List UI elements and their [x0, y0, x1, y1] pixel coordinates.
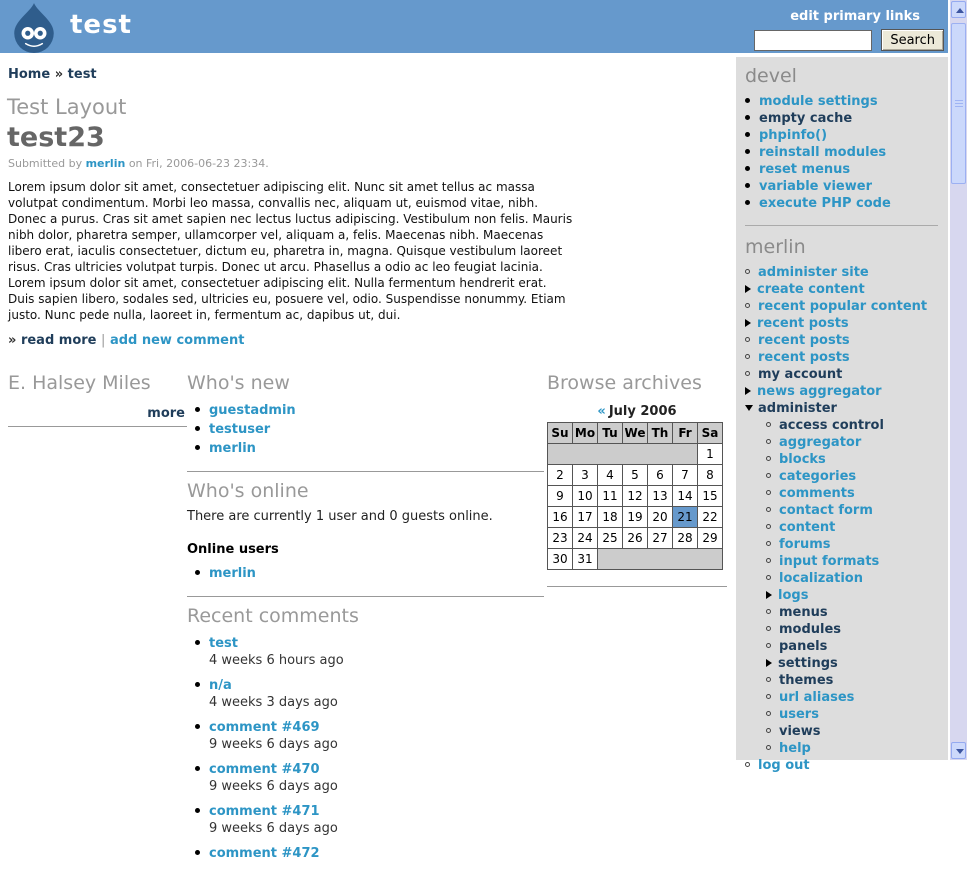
scroll-up-icon — [956, 8, 964, 13]
left-block-column — [0, 364, 187, 871]
menu-item — [766, 725, 940, 739]
bullet-icon — [745, 98, 750, 103]
merlin-menu-link[interactable]: url aliases — [779, 690, 855, 705]
breadcrumb-current-link[interactable]: test — [67, 67, 97, 82]
menu-item — [745, 759, 940, 773]
circle-bullet-icon — [766, 541, 771, 546]
archive-column — [545, 364, 736, 871]
node-links — [8, 333, 736, 348]
menu-item — [745, 334, 940, 348]
calendar-day-cell: 14 — [673, 486, 698, 507]
bullet-icon — [195, 445, 200, 450]
calendar-day-cell: 7 — [673, 465, 698, 486]
devel-menu-link[interactable]: execute PHP code — [759, 196, 891, 211]
online-users-subtitle: Online users — [187, 542, 279, 557]
expand-arrow-icon — [745, 319, 751, 327]
merlin-menu-link[interactable]: modules — [779, 622, 842, 637]
comment-age: 9 weeks 6 days ago — [209, 779, 338, 794]
devel-menu-link[interactable]: reset menus — [759, 162, 851, 177]
comment-age: 9 weeks 6 days ago — [209, 821, 338, 836]
middle-column — [187, 364, 545, 871]
user-link[interactable]: merlin — [209, 441, 256, 456]
search-button[interactable]: Search — [881, 29, 944, 51]
read-more-arrow: » — [8, 333, 17, 348]
merlin-menu-link[interactable]: themes — [779, 673, 834, 688]
bullet-icon — [745, 183, 750, 188]
more-link[interactable]: more — [147, 406, 185, 421]
calendar-day-cell: 3 — [573, 465, 598, 486]
merlin-menu-link[interactable]: views — [779, 724, 821, 739]
whos-new-title: Who's new — [187, 372, 290, 394]
menu-item — [766, 555, 940, 569]
calendar-day-cell: 11 — [598, 486, 623, 507]
menu-item — [745, 112, 940, 126]
devel-menu — [745, 95, 940, 211]
menu-item — [745, 283, 940, 297]
expand-arrow-icon — [745, 387, 751, 395]
bullet-icon — [195, 640, 200, 645]
calendar-day-cell: 24 — [573, 528, 598, 549]
whos-online-divider — [187, 596, 544, 597]
submitted-prefix: Submitted by — [8, 157, 83, 170]
devel-menu-link[interactable]: phpinfo() — [759, 128, 828, 143]
archive-calendar — [547, 422, 723, 570]
list-item — [195, 403, 545, 419]
calendar-week-row — [548, 486, 723, 507]
recent-comments-list — [187, 636, 545, 861]
breadcrumb — [8, 67, 736, 82]
left-block-title: E. Halsey Miles — [8, 372, 151, 394]
merlin-menu-link[interactable]: categories — [779, 469, 857, 484]
devel-block-title: devel — [745, 65, 797, 87]
menu-item — [745, 385, 940, 399]
calendar-day-header: Tu — [598, 423, 623, 444]
recent-comments-title: Recent comments — [187, 605, 359, 627]
circle-bullet-icon — [745, 762, 750, 767]
menu-item — [745, 368, 940, 382]
menu-item — [745, 146, 940, 160]
circle-bullet-icon — [766, 490, 771, 495]
menu-item — [766, 470, 940, 484]
merlin-menu-link[interactable]: blocks — [779, 452, 826, 467]
merlin-menu-link[interactable]: access control — [779, 418, 884, 433]
calendar-day-cell: 20 — [648, 507, 673, 528]
calendar-divider — [547, 586, 727, 587]
calendar-day-header: We — [623, 423, 648, 444]
site-name[interactable]: test — [70, 10, 132, 40]
comment-age: 9 weeks 6 days ago — [209, 737, 338, 752]
calendar-day-header: Th — [648, 423, 673, 444]
calendar-month-label: July 2006 — [608, 404, 677, 419]
calendar-day-header: Fr — [673, 423, 698, 444]
calendar-week-row — [548, 465, 723, 486]
menu-item — [766, 419, 940, 433]
merlin-menu-link[interactable]: users — [779, 707, 819, 722]
calendar-caption — [547, 404, 727, 419]
circle-bullet-icon — [766, 745, 771, 750]
calendar-header-row — [548, 423, 723, 444]
circle-bullet-icon — [766, 711, 771, 716]
calendar-empty-cell — [598, 549, 723, 570]
add-new-comment-link[interactable]: add new comment — [109, 333, 245, 348]
menu-item — [766, 521, 940, 535]
scroll-down-button[interactable] — [951, 742, 966, 759]
content-columns — [0, 364, 736, 871]
calendar-day-cell: 30 — [548, 549, 573, 570]
circle-bullet-icon — [745, 354, 750, 359]
comment-item — [195, 762, 545, 794]
bullet-icon — [745, 115, 750, 120]
comment-item — [195, 846, 545, 861]
bullet-icon — [195, 724, 200, 729]
node-submitted — [8, 157, 736, 170]
online-users-list — [187, 566, 545, 582]
user-link[interactable]: merlin — [209, 566, 256, 581]
whos-online-status: There are currently 1 user and 0 guests online. — [187, 509, 493, 524]
calendar-day-cell: 31 — [573, 549, 598, 570]
circle-bullet-icon — [766, 439, 771, 444]
expand-arrow-icon — [766, 591, 772, 599]
merlin-menu-link[interactable]: panels — [779, 639, 828, 654]
merlin-menu-link[interactable]: create content — [757, 282, 865, 297]
circle-bullet-icon — [766, 694, 771, 699]
menu-item — [745, 95, 940, 109]
menu-item — [766, 572, 940, 586]
comment-age: 4 weeks 6 hours ago — [209, 653, 344, 668]
calendar-week-row — [548, 507, 723, 528]
menu-item — [766, 606, 940, 620]
bullet-icon — [195, 407, 200, 412]
merlin-block-title: merlin — [745, 236, 806, 258]
node-title: test23 — [7, 122, 105, 153]
merlin-menu-link[interactable]: comments — [779, 486, 855, 501]
node-body-text: Lorem ipsum dolor sit amet, consectetuer adipiscing elit. Nunc sit amet tellus ac massa volutpat condimentum. Morbi leo massa, convallis nec, aliquam ut, euismod vitae, nibh. Donec a purus. Cras sit amet sapien nec lectus luctus adipiscing. Vestibulum non felis. Mauris nibh dolor, pharetra semper, ullamcorper vel, aliquam a, felis. Maecenas nibh. Maecenas libero erat, iaculis consectetuer, dictum eu, pharetra in, magna. Quisque vestibulum laoreet risus. Cras ultricies volutpat turpis. Donec ut arcu. Phasellus a odio ac leo feugiat lacinia. Lorem ipsum dolor sit amet, consectetuer adipiscing elit. Nulla fermentum hendrerit erat. Duis sapien libero, sodales sed, ultricies eu, posuere vel, odio. Suspendisse nonummy. Etiam justo. Nunc pede nulla, laoreet in, fermentum ac, dapibus ut, dui. — [8, 180, 573, 322]
circle-bullet-icon — [766, 575, 771, 580]
expand-arrow-icon — [745, 285, 751, 293]
calendar-day-cell: 18 — [598, 507, 623, 528]
sidebar-divider — [745, 225, 938, 226]
main-content — [0, 53, 736, 871]
submitted-suffix: on Fri, 2006-06-23 23:34. — [128, 157, 269, 170]
comment-link[interactable]: comment #469 — [209, 720, 320, 735]
circle-bullet-icon — [766, 558, 771, 563]
calendar-week-row — [548, 549, 723, 570]
circle-bullet-icon — [766, 728, 771, 733]
bullet-icon — [195, 766, 200, 771]
list-item — [195, 566, 545, 582]
merlin-menu-link[interactable]: content — [779, 520, 836, 535]
menu-item — [745, 266, 940, 280]
calendar-day-cell: 22 — [698, 507, 723, 528]
menu-item — [766, 691, 940, 705]
expand-arrow-icon — [766, 659, 772, 667]
calendar-week-row — [548, 444, 723, 465]
collapse-arrow-icon — [745, 405, 753, 411]
calendar-day-cell: 5 — [623, 465, 648, 486]
calendar-prev-link[interactable]: « — [597, 404, 606, 419]
page-title: Test Layout — [7, 95, 127, 119]
comment-link[interactable]: comment #472 — [209, 846, 320, 861]
calendar-day-cell: 17 — [573, 507, 598, 528]
right-sidebar — [736, 57, 948, 773]
circle-bullet-icon — [766, 626, 771, 631]
calendar-day-cell: 26 — [623, 528, 648, 549]
scroll-up-button[interactable] — [951, 1, 966, 18]
calendar-day-header: Su — [548, 423, 573, 444]
circle-bullet-icon — [745, 337, 750, 342]
menu-item — [766, 538, 940, 552]
menu-item — [745, 163, 940, 177]
comment-age: 4 weeks 3 days ago — [209, 695, 338, 710]
menu-item — [766, 487, 940, 501]
calendar-day-header: Mo — [573, 423, 598, 444]
calendar-day-header: Sa — [698, 423, 723, 444]
circle-bullet-icon — [766, 524, 771, 529]
circle-bullet-icon — [766, 456, 771, 461]
merlin-menu-link[interactable]: recent posts — [757, 316, 849, 331]
calendar-day-cell: 28 — [673, 528, 698, 549]
calendar-day-cell: 23 — [548, 528, 573, 549]
bullet-icon — [195, 850, 200, 855]
merlin-menu-link[interactable]: forums — [779, 537, 831, 552]
circle-bullet-icon — [745, 303, 750, 308]
bullet-icon — [745, 200, 750, 205]
merlin-menu-link[interactable]: my account — [758, 367, 843, 382]
menu-item — [745, 351, 940, 365]
menu-item — [766, 504, 940, 518]
devel-menu-link[interactable]: module settings — [759, 94, 878, 109]
site-header — [0, 0, 948, 53]
browse-archives-title: Browse archives — [547, 372, 702, 394]
circle-bullet-icon — [766, 507, 771, 512]
bullet-icon — [195, 682, 200, 687]
menu-item — [766, 708, 940, 722]
circle-bullet-icon — [766, 422, 771, 427]
menu-item — [766, 589, 940, 603]
calendar-day-cell: 6 — [648, 465, 673, 486]
calendar-day-cell: 25 — [598, 528, 623, 549]
calendar-day-cell: 1 — [698, 444, 723, 465]
menu-item — [766, 453, 940, 467]
list-item — [195, 441, 545, 457]
comment-link[interactable]: n/a — [209, 678, 232, 693]
merlin-menu-link[interactable]: administer site — [758, 265, 869, 280]
user-link[interactable]: testuser — [209, 422, 271, 437]
merlin-menu-link[interactable]: input formats — [779, 554, 880, 569]
calendar-day-cell: 16 — [548, 507, 573, 528]
whos-new-divider — [187, 471, 544, 472]
calendar-day-cell: 15 — [698, 486, 723, 507]
circle-bullet-icon — [745, 269, 750, 274]
menu-item — [745, 197, 940, 211]
search-input[interactable] — [754, 30, 872, 51]
merlin-menu-link[interactable]: recent posts — [758, 333, 850, 348]
merlin-menu-link[interactable]: recent posts — [758, 350, 850, 365]
menu-item — [745, 402, 940, 416]
vertical-scrollbar[interactable] — [950, 0, 967, 760]
calendar-day-cell: 13 — [648, 486, 673, 507]
merlin-menu-link[interactable]: administer — [758, 401, 837, 416]
merlin-menu-link[interactable]: localization — [779, 571, 863, 586]
left-block-divider — [8, 426, 187, 427]
list-item — [195, 422, 545, 438]
scroll-down-icon — [956, 749, 964, 754]
devel-menu-link[interactable]: variable viewer — [759, 179, 872, 194]
comment-item — [195, 636, 545, 668]
bullet-icon — [195, 808, 200, 813]
calendar-day-cell: 29 — [698, 528, 723, 549]
menu-item — [766, 436, 940, 450]
calendar-selected-day[interactable]: 21 — [673, 507, 698, 528]
scrollbar-grip-icon — [955, 100, 963, 108]
calendar-day-cell: 12 — [623, 486, 648, 507]
merlin-menu-link[interactable]: log out — [758, 758, 810, 773]
author-link[interactable]: merlin — [85, 157, 126, 170]
merlin-menu-link[interactable]: recent popular content — [758, 299, 928, 314]
calendar-day-cell: 2 — [548, 465, 573, 486]
bullet-icon — [745, 132, 750, 137]
calendar-day-cell: 4 — [598, 465, 623, 486]
merlin-menu-link[interactable]: settings — [778, 656, 838, 671]
merlin-menu-link[interactable]: help — [779, 741, 811, 756]
bullet-icon — [745, 166, 750, 171]
merlin-menu-link[interactable]: aggregator — [779, 435, 862, 450]
circle-bullet-icon — [766, 609, 771, 614]
menu-item — [745, 129, 940, 143]
menu-item — [745, 180, 940, 194]
circle-bullet-icon — [766, 643, 771, 648]
calendar-day-cell: 10 — [573, 486, 598, 507]
merlin-menu-link[interactable]: news aggregator — [757, 384, 882, 399]
comment-item — [195, 720, 545, 752]
merlin-menu-link[interactable]: menus — [779, 605, 828, 620]
whos-new-list — [187, 403, 545, 457]
edit-primary-links-link[interactable]: edit primary links — [790, 9, 920, 24]
calendar-week-row — [548, 528, 723, 549]
merlin-menu — [745, 266, 940, 773]
menu-item — [766, 657, 940, 671]
devel-menu-link[interactable]: reinstall modules — [759, 145, 887, 160]
bullet-icon — [745, 149, 750, 154]
calendar-day-cell: 8 — [698, 465, 723, 486]
bullet-icon — [195, 426, 200, 431]
read-more-link[interactable]: read more — [20, 333, 97, 348]
comment-link[interactable]: comment #471 — [209, 804, 320, 819]
menu-item — [766, 640, 940, 654]
circle-bullet-icon — [766, 473, 771, 478]
circle-bullet-icon — [766, 677, 771, 682]
breadcrumb-separator: » — [54, 67, 64, 82]
calendar-empty-cell — [548, 444, 698, 465]
user-link[interactable]: guestadmin — [209, 403, 296, 418]
menu-item — [766, 674, 940, 688]
breadcrumb-home-link[interactable]: Home — [8, 67, 51, 82]
links-pipe: | — [101, 333, 106, 348]
comment-item — [195, 804, 545, 836]
merlin-menu-link[interactable]: logs — [778, 588, 809, 603]
merlin-menu-link[interactable]: contact form — [779, 503, 873, 518]
bullet-icon — [195, 570, 200, 575]
menu-item — [766, 742, 940, 756]
menu-item — [745, 300, 940, 314]
menu-item — [745, 317, 940, 331]
menu-item — [766, 623, 940, 637]
calendar-day-cell: 19 — [623, 507, 648, 528]
devel-menu-link[interactable]: empty cache — [759, 111, 853, 126]
calendar-day-cell: 27 — [648, 528, 673, 549]
comment-link[interactable]: comment #470 — [209, 762, 320, 777]
circle-bullet-icon — [745, 371, 750, 376]
comment-item — [195, 678, 545, 710]
whos-online-title: Who's online — [187, 480, 309, 502]
comment-link[interactable]: test — [209, 636, 238, 651]
calendar-day-cell: 9 — [548, 486, 573, 507]
drupal-logo-icon — [8, 1, 60, 53]
scrollbar-thumb[interactable] — [951, 23, 966, 184]
